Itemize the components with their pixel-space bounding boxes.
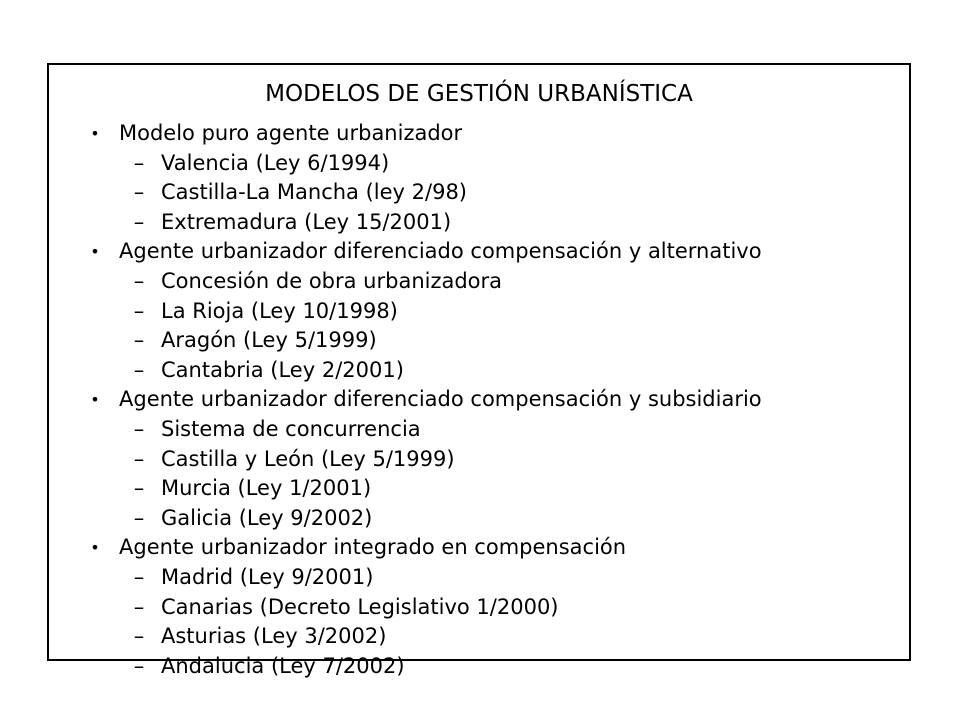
dash-marker: –	[133, 564, 145, 589]
sub-item-text: Concesión de obra urbanizadora	[161, 268, 503, 293]
sub-item-text: Murcia (Ley 1/2001)	[161, 476, 372, 501]
bullet-text: Agente urbanizador integrado en compensación	[119, 535, 627, 560]
dash-marker: –	[133, 446, 145, 471]
sub-item-text: Castilla-La Mancha (ley 2/98)	[161, 180, 467, 205]
slide-title: MODELOS DE GESTIÓN URBANÍSTICA	[265, 81, 693, 107]
dash-marker: –	[133, 150, 145, 175]
sub-item-text: Extremadura (Ley 15/2001)	[161, 209, 452, 234]
dash-marker: –	[133, 180, 145, 205]
bullet-text: Agente urbanizador diferenciado compensación y alternativo	[119, 239, 762, 264]
bullet-marker: •	[90, 390, 100, 410]
sub-item-text: La Rioja (Ley 10/1998)	[161, 298, 398, 323]
sub-item	[49, 593, 909, 623]
bullet-item	[49, 533, 909, 563]
sub-item	[49, 474, 909, 504]
sub-item-text: Madrid (Ley 9/2001)	[161, 564, 374, 589]
sub-item-text: Castilla y León (Ley 5/1999)	[161, 446, 455, 471]
bullet-item	[49, 385, 909, 415]
sub-item-text: Canarias (Decreto Legislativo 1/2000)	[161, 594, 559, 619]
dash-marker: –	[133, 357, 145, 382]
bullet-text: Agente urbanizador diferenciado compensación y subsidiario	[119, 387, 762, 412]
dash-marker: –	[133, 298, 145, 323]
sub-item-text: Andalucia (Ley 7/2002)	[161, 653, 405, 678]
bullet-marker: •	[90, 538, 100, 558]
sub-item	[49, 652, 909, 682]
sub-item	[49, 326, 909, 356]
sub-item-text: Asturias (Ley 3/2002)	[161, 624, 387, 649]
outline-list	[49, 119, 909, 681]
bullet-item	[49, 237, 909, 267]
sub-item	[49, 149, 909, 179]
dash-marker: –	[133, 476, 145, 501]
slide-frame	[47, 63, 911, 678]
dash-marker: –	[133, 624, 145, 649]
bullet-text: Modelo puro agente urbanizador	[119, 121, 463, 145]
dash-marker: –	[133, 416, 145, 441]
bullet-marker: •	[90, 124, 100, 143]
sub-item	[49, 504, 909, 534]
sub-item	[49, 563, 909, 593]
sub-item	[49, 415, 909, 445]
dash-marker: –	[133, 268, 145, 293]
dash-marker: –	[133, 653, 145, 678]
dash-marker: –	[133, 505, 145, 530]
bullet-marker: •	[90, 242, 100, 262]
dash-marker: –	[133, 209, 145, 234]
sub-item	[49, 178, 909, 208]
sub-item	[49, 267, 909, 297]
bullet-item	[49, 119, 909, 149]
sub-item	[49, 622, 909, 652]
sub-item-text: Valencia (Ley 6/1994)	[161, 150, 390, 175]
sub-item	[49, 356, 909, 386]
sub-item-text: Cantabria (Ley 2/2001)	[161, 357, 404, 382]
sub-item	[49, 208, 909, 238]
sub-item-text: Galicia (Ley 9/2002)	[161, 505, 373, 530]
dash-marker: –	[133, 328, 145, 353]
sub-item-text: Sistema de concurrencia	[161, 416, 421, 441]
sub-item	[49, 445, 909, 475]
sub-item	[49, 297, 909, 327]
sub-item-text: Aragón (Ley 5/1999)	[161, 328, 377, 353]
dash-marker: –	[133, 594, 145, 619]
